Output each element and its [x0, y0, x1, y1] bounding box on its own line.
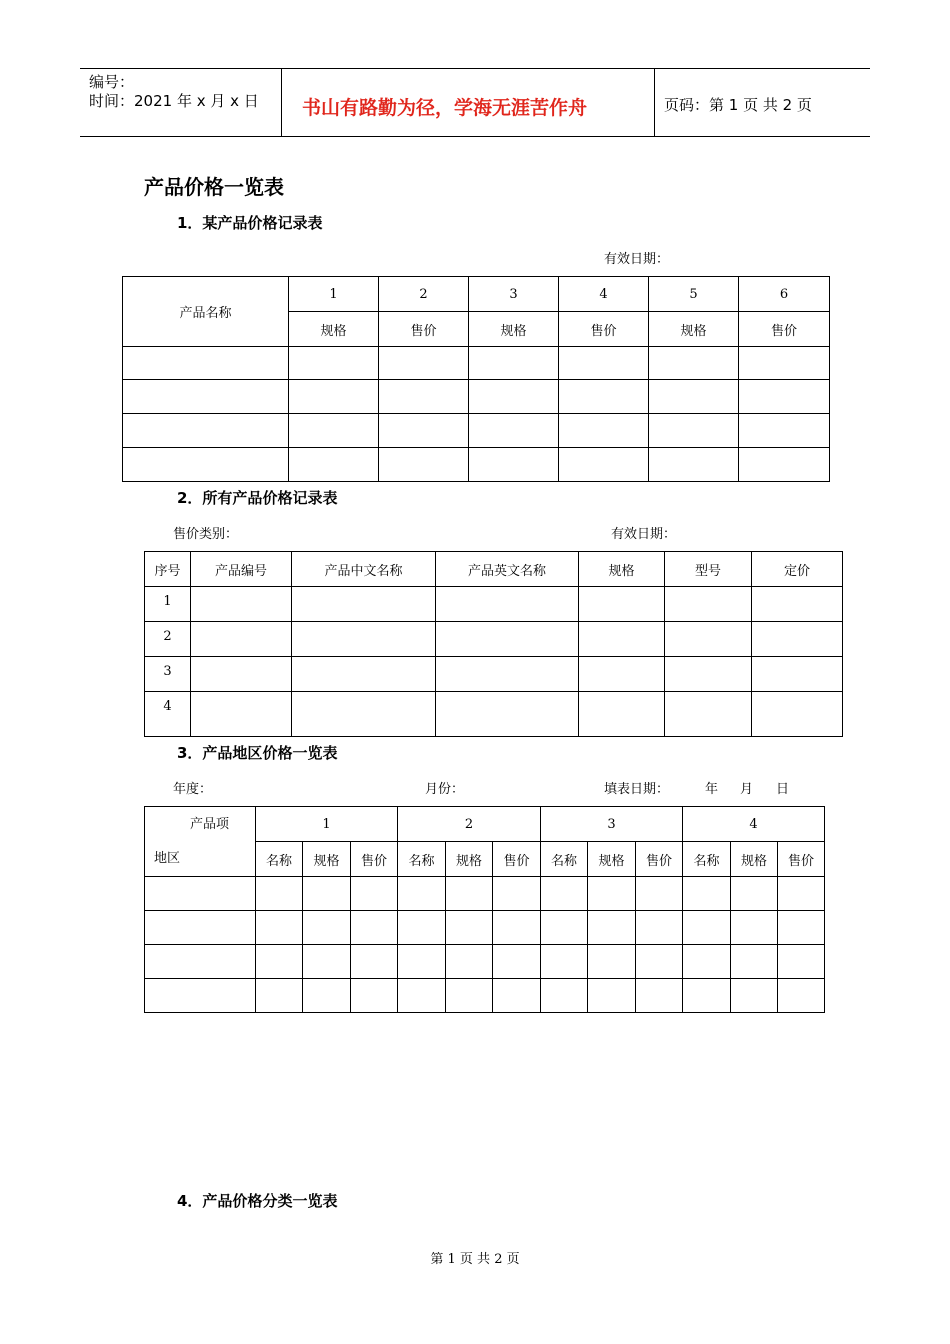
- header-top-rule: [80, 68, 870, 69]
- table-cell[interactable]: [256, 979, 303, 1013]
- section3-sub-header: 名称: [541, 842, 588, 877]
- section3-group-number: 2: [398, 807, 541, 842]
- table-cell[interactable]: [752, 657, 843, 692]
- table-cell[interactable]: [541, 979, 588, 1013]
- row-number: 1: [145, 587, 191, 622]
- header-time-label: 时间：2021 年 x 月 x 日: [89, 92, 259, 110]
- table-cell[interactable]: [123, 414, 289, 448]
- table-cell[interactable]: [256, 945, 303, 979]
- section3-sub-header: 售价: [493, 842, 541, 877]
- row-number: 4: [145, 692, 191, 737]
- section2-effective-date-label: 有效日期：: [611, 527, 677, 542]
- section3-date-unit-day: 日: [776, 782, 790, 797]
- table-cell[interactable]: [649, 347, 739, 380]
- row-number: 2: [145, 622, 191, 657]
- section2-header: 产品英文名称: [436, 552, 579, 587]
- header-motto: 书山有路勤为径，学海无涯苦作舟: [302, 97, 588, 119]
- table-cell[interactable]: [588, 911, 636, 945]
- table-cell[interactable]: [469, 414, 559, 448]
- section3-year-label: 年度：: [173, 782, 213, 797]
- table-cell[interactable]: [351, 911, 398, 945]
- table-cell[interactable]: [493, 911, 541, 945]
- table-cell[interactable]: [289, 380, 379, 414]
- table-cell[interactable]: [665, 692, 752, 737]
- header-page-label: 页码：第 1 页 共 2 页: [664, 96, 812, 114]
- table-cell[interactable]: [256, 877, 303, 911]
- table-cell[interactable]: [379, 347, 469, 380]
- table-row: [145, 622, 843, 657]
- table-cell[interactable]: [292, 587, 436, 622]
- section1-sub-header: 规格: [289, 312, 379, 347]
- page-footer: 第 1 页 共 2 页: [430, 1252, 520, 1267]
- table-cell[interactable]: [541, 945, 588, 979]
- table-row: [145, 911, 825, 945]
- table-cell[interactable]: [191, 587, 292, 622]
- section3-sub-header: 售价: [351, 842, 398, 877]
- table-cell[interactable]: [398, 911, 446, 945]
- section1-table: [122, 276, 830, 482]
- table-cell[interactable]: [541, 911, 588, 945]
- table-cell[interactable]: [436, 587, 579, 622]
- section3-group-number: 1: [256, 807, 398, 842]
- table-cell[interactable]: [541, 877, 588, 911]
- section2-header: 序号: [145, 552, 191, 587]
- table-cell[interactable]: [683, 945, 731, 979]
- header-divider-left: [281, 68, 282, 136]
- table-cell[interactable]: [731, 911, 778, 945]
- section3-group-number: 4: [683, 807, 825, 842]
- table-cell[interactable]: [289, 347, 379, 380]
- section1-effective-date-label: 有效日期：: [604, 252, 670, 267]
- table-cell[interactable]: [469, 347, 559, 380]
- table-cell[interactable]: [191, 657, 292, 692]
- table-cell[interactable]: [579, 692, 665, 737]
- table-cell[interactable]: [752, 622, 843, 657]
- section3-sub-header: 售价: [778, 842, 825, 877]
- table-cell[interactable]: [351, 945, 398, 979]
- table-cell[interactable]: [493, 945, 541, 979]
- table-cell[interactable]: [446, 945, 493, 979]
- section3-date-unit-month: 月: [740, 782, 754, 797]
- table-row: [123, 414, 830, 448]
- table-cell[interactable]: [731, 979, 778, 1013]
- table-cell[interactable]: [292, 692, 436, 737]
- table-cell[interactable]: [636, 945, 683, 979]
- table-cell[interactable]: [256, 911, 303, 945]
- table-cell[interactable]: [778, 945, 825, 979]
- header-number-label: 编号：: [89, 73, 135, 91]
- table-cell[interactable]: [778, 877, 825, 911]
- table-cell[interactable]: [303, 911, 351, 945]
- section1-col-number: 5: [649, 277, 739, 312]
- table-row: [123, 347, 830, 380]
- section3-sub-header: 规格: [731, 842, 778, 877]
- section1-title: 1．某产品价格记录表: [177, 214, 323, 232]
- section1-col-number: 6: [739, 277, 830, 312]
- table-row: [145, 692, 843, 737]
- section3-table: [144, 806, 825, 1013]
- table-cell[interactable]: [351, 877, 398, 911]
- table-cell[interactable]: [739, 347, 830, 380]
- table-cell[interactable]: [683, 877, 731, 911]
- section3-sub-header: 售价: [636, 842, 683, 877]
- section3-date-unit-year: 年: [705, 782, 719, 797]
- section4-title: 4．产品价格分类一览表: [177, 1192, 338, 1210]
- section2-header: 规格: [579, 552, 665, 587]
- table-cell[interactable]: [588, 877, 636, 911]
- section1-sub-header: 售价: [559, 312, 649, 347]
- table-row: [145, 979, 825, 1013]
- table-cell[interactable]: [123, 448, 289, 482]
- table-cell[interactable]: [446, 911, 493, 945]
- table-row: [123, 448, 830, 482]
- section1-col-number: 3: [469, 277, 559, 312]
- table-cell[interactable]: [559, 448, 649, 482]
- section1-col-number: 4: [559, 277, 649, 312]
- section3-month-label: 月份：: [425, 782, 465, 797]
- table-cell[interactable]: [579, 657, 665, 692]
- section3-corner-top: 产品项: [190, 817, 230, 832]
- row-number: 3: [145, 657, 191, 692]
- table-cell[interactable]: [145, 979, 256, 1013]
- section2-header: 型号: [665, 552, 752, 587]
- table-cell[interactable]: [731, 877, 778, 911]
- section2-price-category-label: 售价类别：: [173, 527, 239, 542]
- section1-col-number: 2: [379, 277, 469, 312]
- table-cell[interactable]: [559, 347, 649, 380]
- table-cell[interactable]: [351, 979, 398, 1013]
- section2-header: 产品编号: [191, 552, 292, 587]
- table-cell[interactable]: [436, 657, 579, 692]
- table-cell[interactable]: [579, 622, 665, 657]
- table-cell[interactable]: [469, 448, 559, 482]
- table-cell[interactable]: [636, 877, 683, 911]
- table-cell[interactable]: [778, 911, 825, 945]
- header-bottom-rule: [80, 136, 870, 137]
- table-cell[interactable]: [436, 692, 579, 737]
- section2-header: 定价: [752, 552, 843, 587]
- section1-name-header: 产品名称: [123, 277, 289, 347]
- table-cell[interactable]: [398, 945, 446, 979]
- table-cell[interactable]: [446, 877, 493, 911]
- table-cell[interactable]: [446, 979, 493, 1013]
- table-cell[interactable]: [289, 448, 379, 482]
- section3-sub-header: 名称: [683, 842, 731, 877]
- table-cell[interactable]: [559, 380, 649, 414]
- table-cell[interactable]: [665, 622, 752, 657]
- table-cell[interactable]: [145, 945, 256, 979]
- table-cell[interactable]: [588, 979, 636, 1013]
- table-cell[interactable]: [289, 414, 379, 448]
- table-row: [123, 380, 830, 414]
- header-divider-right: [654, 68, 655, 136]
- table-cell[interactable]: [649, 414, 739, 448]
- table-cell[interactable]: [379, 380, 469, 414]
- table-row: [145, 657, 843, 692]
- table-cell[interactable]: [292, 657, 436, 692]
- section3-sub-header: 规格: [446, 842, 493, 877]
- table-cell[interactable]: [493, 979, 541, 1013]
- section1-sub-header: 规格: [469, 312, 559, 347]
- table-cell[interactable]: [191, 622, 292, 657]
- table-cell[interactable]: [303, 877, 351, 911]
- section3-sub-header: 名称: [398, 842, 446, 877]
- table-cell[interactable]: [739, 448, 830, 482]
- table-cell[interactable]: [379, 448, 469, 482]
- document-title: 产品价格一览表: [144, 175, 284, 199]
- table-cell[interactable]: [398, 877, 446, 911]
- table-cell[interactable]: [752, 692, 843, 737]
- section3-corner-bottom: 地区: [154, 851, 181, 866]
- table-cell[interactable]: [191, 692, 292, 737]
- section3-fill-date-label: 填表日期：: [604, 782, 670, 797]
- table-cell[interactable]: [778, 979, 825, 1013]
- table-cell[interactable]: [739, 380, 830, 414]
- section3-sub-header: 规格: [588, 842, 636, 877]
- table-cell[interactable]: [665, 587, 752, 622]
- table-cell[interactable]: [752, 587, 843, 622]
- section2-title: 2．所有产品价格记录表: [177, 489, 338, 507]
- table-cell[interactable]: [398, 979, 446, 1013]
- section1-sub-header: 规格: [649, 312, 739, 347]
- table-cell[interactable]: [379, 414, 469, 448]
- table-cell[interactable]: [123, 347, 289, 380]
- section3-sub-header: 规格: [303, 842, 351, 877]
- table-cell[interactable]: [636, 979, 683, 1013]
- section2-table: [144, 551, 843, 737]
- table-cell[interactable]: [469, 380, 559, 414]
- section1-col-number: 1: [289, 277, 379, 312]
- table-cell[interactable]: [559, 414, 649, 448]
- table-row: [145, 877, 825, 911]
- table-cell[interactable]: [303, 979, 351, 1013]
- table-row: [145, 945, 825, 979]
- section1-sub-header: 售价: [739, 312, 830, 347]
- section3-corner-cell: [145, 807, 256, 877]
- table-cell[interactable]: [303, 945, 351, 979]
- table-cell[interactable]: [649, 380, 739, 414]
- table-cell[interactable]: [493, 877, 541, 911]
- section2-header: 产品中文名称: [292, 552, 436, 587]
- table-cell[interactable]: [436, 622, 579, 657]
- table-cell[interactable]: [579, 587, 665, 622]
- table-cell[interactable]: [292, 622, 436, 657]
- section3-sub-header: 名称: [256, 842, 303, 877]
- table-cell[interactable]: [665, 657, 752, 692]
- table-row: [145, 587, 843, 622]
- section3-title: 3．产品地区价格一览表: [177, 744, 338, 762]
- table-cell[interactable]: [123, 380, 289, 414]
- table-cell[interactable]: [145, 877, 256, 911]
- table-cell[interactable]: [683, 911, 731, 945]
- table-cell[interactable]: [145, 911, 256, 945]
- table-cell[interactable]: [636, 911, 683, 945]
- section3-group-number: 3: [541, 807, 683, 842]
- table-cell[interactable]: [588, 945, 636, 979]
- table-cell[interactable]: [739, 414, 830, 448]
- table-cell[interactable]: [649, 448, 739, 482]
- table-cell[interactable]: [683, 979, 731, 1013]
- section1-sub-header: 售价: [379, 312, 469, 347]
- table-cell[interactable]: [731, 945, 778, 979]
